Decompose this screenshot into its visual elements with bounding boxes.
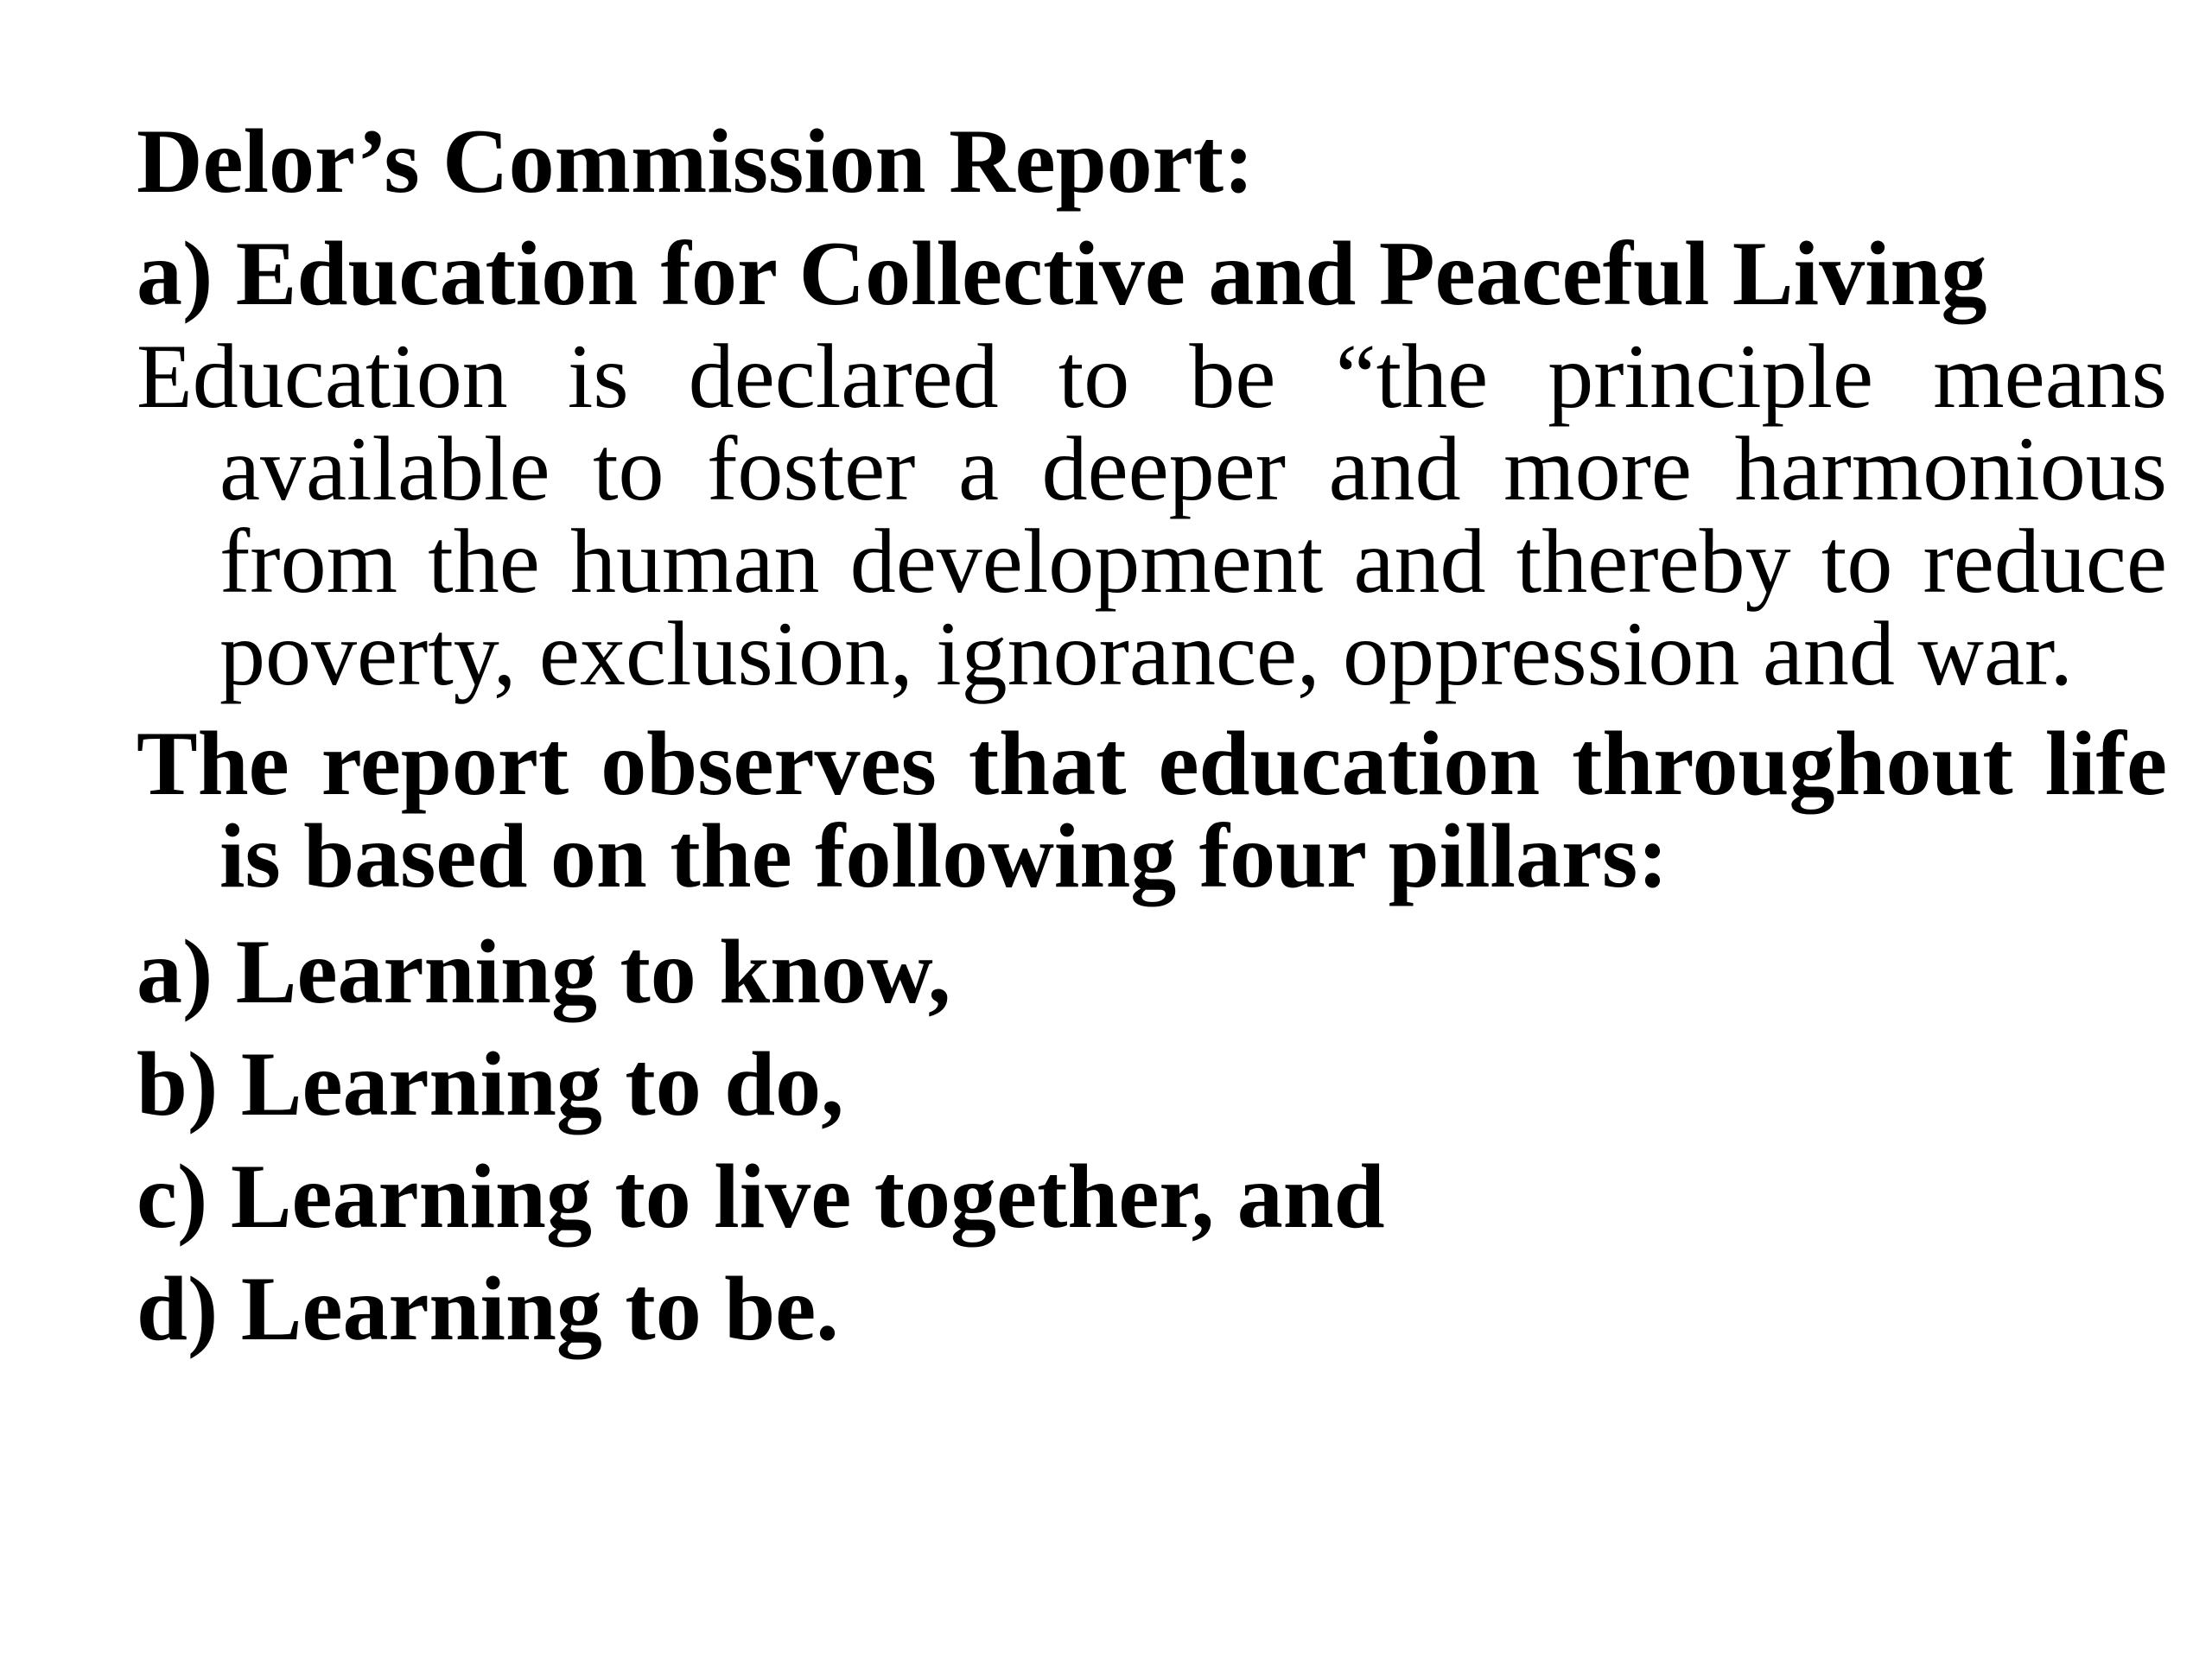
observation-paragraph: The report observes that education throughout life is based on the following four pillars: [137, 713, 2167, 906]
pillars-list [137, 916, 2084, 1365]
section-subheading: a) Education for Collective and Peaceful Living [137, 223, 1987, 324]
education-paragraph: Education is declared to be “the principle means available to foster a deeper and more harmonious from the human development and thereby to reduce poverty, exclusion, ignorance, oppression and war. [137, 326, 2167, 704]
pillar-item: c) Learning to live together, and [137, 1146, 1385, 1247]
pillar-item: a) Learning to know, [137, 921, 951, 1022]
page-title: Delor’s Commission Report: [137, 111, 1255, 212]
pillar-item: d) Learning to be. [137, 1258, 839, 1359]
pillar-item: b) Learning to do, [137, 1033, 844, 1135]
